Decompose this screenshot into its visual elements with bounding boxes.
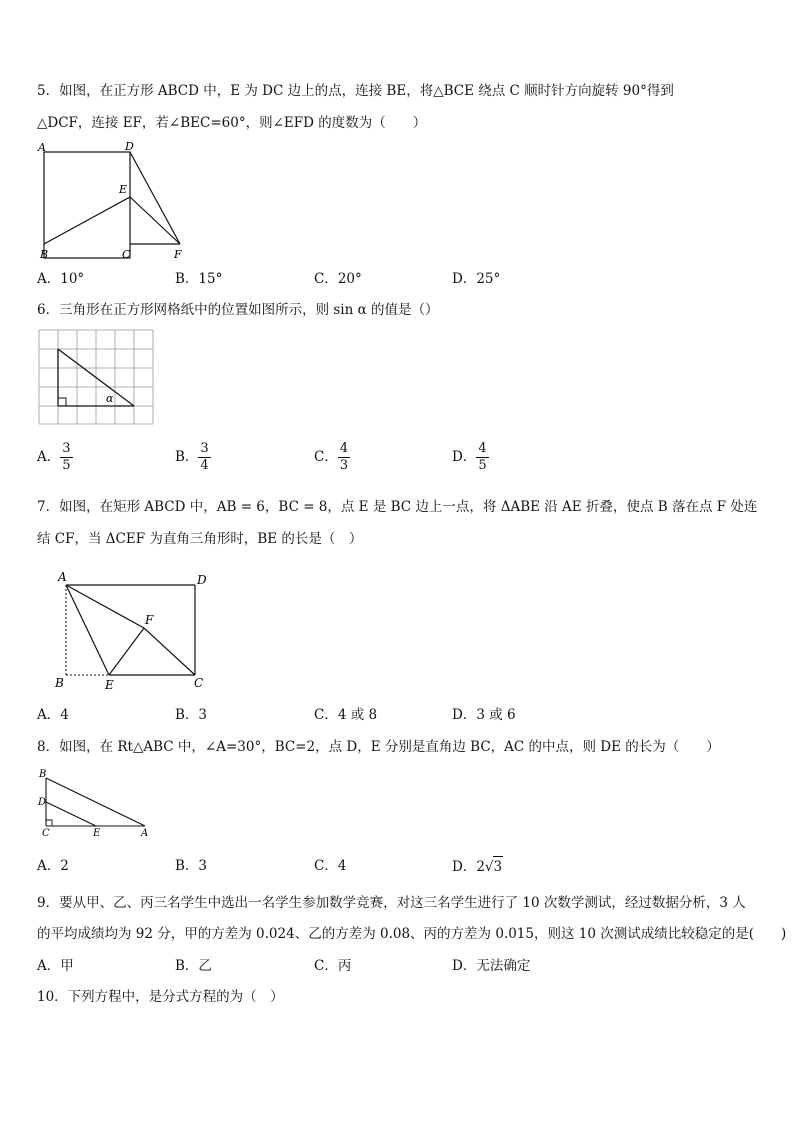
q5-figure [34,138,194,264]
q9-stem-line2: 的平均成绩均为 92 分，甲的方差为 0.024、乙的方差为 0.08、丙的方差为 0.015，则这 10 次测试成绩比较稳定的是( ) [37,926,787,942]
q6-option-a-letter: A． [37,449,61,465]
q6-option-d-fraction [476,441,488,474]
q7-option-c[interactable]: C．4 或 8 [314,707,378,723]
q6-option-a-den: 5 [62,458,71,473]
q6-option-d-den: 5 [478,458,487,473]
q5-label-b: B [40,248,49,261]
q8-option-d-prefix: D．2 [452,859,485,875]
q8-option-b[interactable]: B．3 [175,858,208,874]
q5-option-d[interactable]: D．25° [452,271,501,287]
q8-option-d[interactable] [452,856,503,877]
q6-option-d-num: 4 [478,441,487,456]
q5-label-d: D [125,140,134,153]
q6-option-b-fraction [198,441,210,474]
q8-label-a: A [141,828,149,838]
q6-option-d[interactable] [452,441,489,474]
q6-option-c[interactable] [314,441,350,474]
q9-stem-line1: 9．要从甲、乙、丙三名学生中选出一名学生参加数学竞赛，对这三名学生进行了 10 次数学测试，经过数据分析，3 人 [37,895,746,911]
q5-segment-df [130,152,180,244]
q6-option-b-num: 3 [200,441,209,456]
q5-label-e: E [119,183,128,196]
q9-option-b[interactable]: B．乙 [175,958,212,974]
q6-alpha-label: α [106,392,114,405]
q8-label-e: E [93,828,101,838]
q7-label-c: C [194,676,204,690]
q5-square [44,152,130,258]
q6-option-b-den: 4 [200,458,209,473]
q7-option-a[interactable]: A．4 [37,707,69,723]
q7-label-d: D [197,573,207,587]
q8-label-b: B [39,769,47,780]
q5-segment-be [44,197,130,244]
q10-stem: 10．下列方程中，是分式方程的为（ ） [37,989,284,1005]
q7-stem-line2: 结 CF，当 ΔCEF 为直角三角形时，BE 的长是（ ） [37,531,363,547]
q8-sqrt-radicand: 3 [493,856,504,877]
q7-option-b[interactable]: B．3 [175,707,208,723]
q7-option-d[interactable]: D．3 或 6 [452,707,516,723]
q9-option-c[interactable]: C．丙 [314,958,352,974]
q7-label-e: E [105,678,114,692]
q9-option-a[interactable]: A．甲 [37,958,74,974]
q6-option-b-letter: B． [175,449,199,465]
q5-label-f: F [174,248,182,261]
q6-option-c-fraction [338,441,350,474]
q6-option-c-den: 3 [339,458,349,473]
q5-stem-line1: 5．如图，在正方形 ABCD 中，E 为 DC 边上的点，连接 BE，将△BCE 绕点 C 顺时针方向旋转 90°得到 [37,83,674,99]
q7-label-a: A [58,570,67,584]
q8-label-c: C [42,828,50,838]
q8-figure [35,766,155,838]
q6-option-a-fraction [60,441,72,474]
q7-figure [52,568,218,694]
q8-option-a[interactable]: A．2 [37,858,69,874]
q5-label-c: C [122,248,131,261]
q6-stem: 6．三角形在正方形网格纸中的位置如图所示，则 sin α 的值是（） [37,302,439,318]
q5-label-a: A [38,141,46,154]
q6-grid-figure [38,329,156,427]
q6-option-b[interactable] [175,441,211,474]
q5-segment-ef [130,197,180,244]
q6-option-c-num: 4 [339,441,349,456]
q5-stem-line2: △DCF，连接 EF，若∠BEC=60°，则∠EFD 的度数为（ ） [37,115,427,131]
q7-stem-line1: 7．如图，在矩形 ABCD 中，AB = 6，BC = 8，点 E 是 BC 边上一点，将 ΔABE 沿 AE 折叠，使点 B 落在点 F 处连 [37,499,758,515]
q9-option-d[interactable]: D．无法确定 [452,958,531,974]
q5-option-b[interactable]: B．15° [175,271,223,287]
q7-label-b: B [55,676,64,690]
q8-sqrt-sign: √ [484,859,494,875]
q8-label-d: D [38,797,47,808]
q6-option-a-num: 3 [62,441,71,456]
q8-option-c[interactable]: C．4 [314,858,347,874]
q6-option-a[interactable] [37,441,73,474]
q8-stem: 8．如图，在 Rt△ABC 中，∠A=30°，BC=2，点 D，E 分别是直角边 BC，AC 的中点，则 DE 的长为（ ） [37,739,720,755]
q5-option-a[interactable]: A．10° [37,271,85,287]
q6-option-c-letter: C． [314,449,338,465]
q7-label-f: F [145,613,154,627]
q5-option-c[interactable]: C．20° [314,271,362,287]
q6-option-d-letter: D． [452,449,477,465]
